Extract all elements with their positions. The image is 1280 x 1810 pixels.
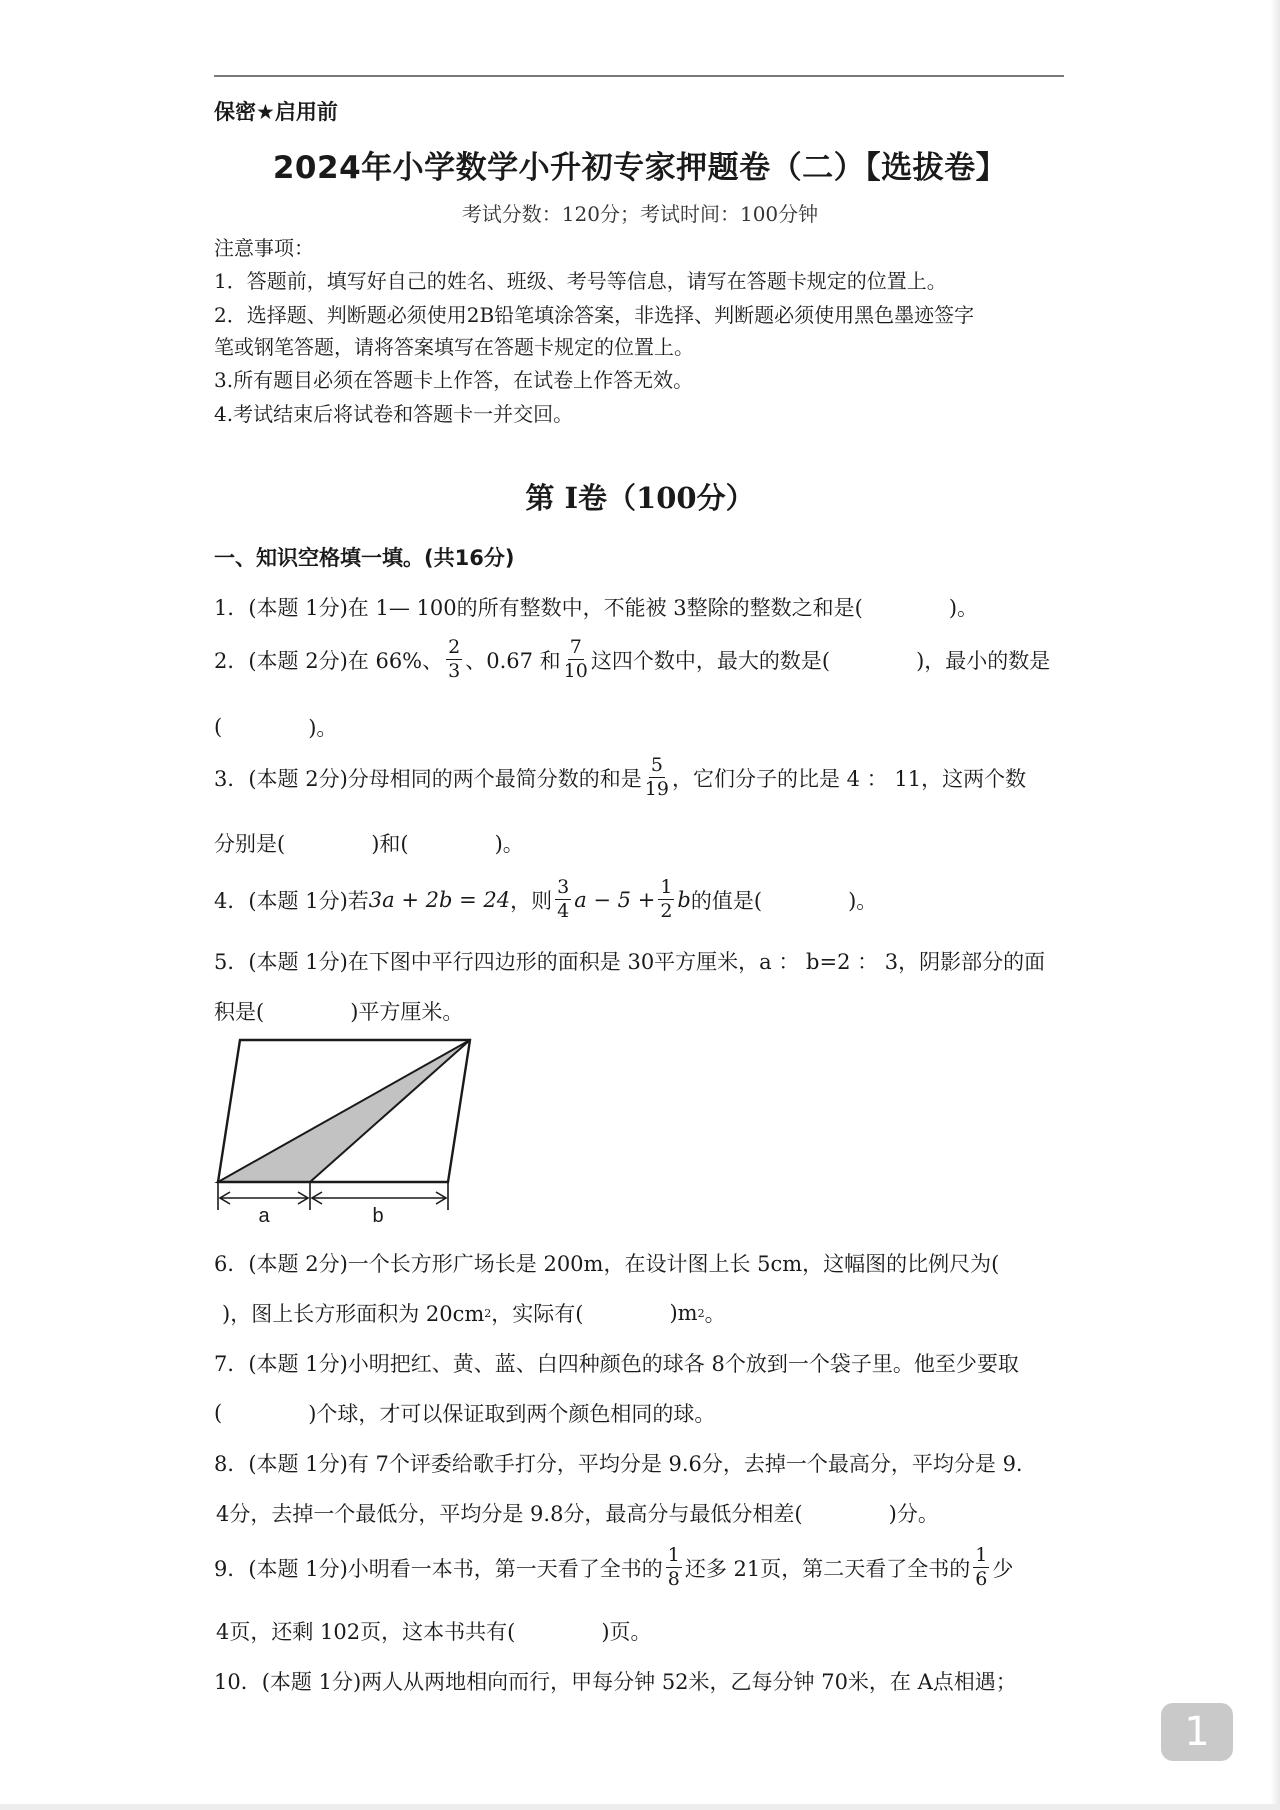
- question-text: 4分，去掉一个最低分，平均分是 9.8分，最高分与最低分相差(: [216, 1502, 803, 1526]
- question-text: ，实际有(: [491, 1302, 584, 1326]
- question-7: [214, 1348, 1019, 1378]
- question-text: )，最小的数是: [916, 648, 1051, 673]
- notice-title: 注意事项：: [214, 236, 314, 260]
- question-text: (: [214, 1401, 223, 1425]
- question-3: [214, 756, 1026, 799]
- fraction: [666, 1546, 682, 1589]
- fraction-denominator: 6: [975, 1568, 988, 1590]
- question-text: 2．(本题 2分)在 66%、: [214, 648, 444, 673]
- question-text: 8．(本题 1分)有 7个评委给歌手打分，平均分是 9.6分，去掉一个最高分，平均分是 9.: [214, 1452, 1023, 1476]
- question-text: )。: [308, 716, 338, 740]
- fraction-numerator: 1: [660, 876, 673, 898]
- question-6-line-2: [222, 1298, 726, 1328]
- label-b: b: [372, 1205, 384, 1227]
- parallelogram-figure: [210, 1032, 480, 1228]
- fraction-numerator: 7: [569, 636, 582, 658]
- question-5: [214, 946, 1045, 976]
- question-text: 4．(本题 1分)若: [214, 888, 369, 913]
- volume-title: 第 I卷（100分）: [525, 481, 755, 515]
- shaded-triangle: [218, 1040, 470, 1182]
- question-text: (: [214, 715, 223, 739]
- question-text: )和(: [371, 832, 409, 856]
- fraction: [564, 638, 588, 681]
- question-text: 、0.67 和: [465, 648, 561, 673]
- question-text: 少: [992, 1556, 1014, 1581]
- fraction-numerator: 5: [650, 754, 663, 776]
- fraction: [973, 1546, 989, 1589]
- question-text: )。: [948, 596, 979, 620]
- question-text: )页。: [601, 1620, 652, 1644]
- question-2: [214, 638, 1050, 681]
- question-8: [214, 1448, 1023, 1478]
- page-edge-bottom: [0, 1804, 1280, 1810]
- fraction-numerator: 3: [557, 876, 570, 898]
- question-text: 。: [704, 1302, 726, 1326]
- fraction-numerator: 1: [667, 1544, 680, 1566]
- expression: a − 5 +: [574, 887, 656, 912]
- fraction-denominator: 8: [667, 1568, 680, 1590]
- question-text: 9．(本题 1分)小明看一本书，第一天看了全书的: [214, 1556, 663, 1581]
- superscript: 2: [484, 1306, 492, 1320]
- question-8-line-2: [216, 1498, 939, 1528]
- question-text: 的值是(: [690, 888, 763, 913]
- question-text: ，则: [510, 888, 553, 913]
- question-text: 10．(本题 1分)两人从两地相向而行，甲每分钟 52米，乙每分钟 70米，在 A点相遇；: [214, 1670, 1017, 1694]
- fraction-numerator: 1: [975, 1544, 988, 1566]
- fraction-numerator: 2: [448, 636, 461, 658]
- question-9: [214, 1546, 1013, 1589]
- question-text: 6．(本题 2分)一个长方形广场长是 200m，在设计图上长 5cm，这幅图的比例尺为(: [214, 1252, 1000, 1276]
- exam-title: 2024年小学数学小升初专家押题卷（二）【选拔卷】: [272, 150, 1008, 186]
- question-1: [214, 592, 978, 622]
- question-text: ，它们分子的比是 4 ： 11，这两个数: [671, 766, 1027, 791]
- question-text: 1．(本题 1分)在 1— 100的所有整数中，不能被 3整除的整数之和是(: [214, 596, 863, 620]
- question-5-line-2: [214, 996, 463, 1026]
- top-rule: [214, 75, 1064, 77]
- page-edge-right: [1270, 0, 1280, 1810]
- fraction-denominator: 10: [563, 660, 588, 682]
- notice-item: 2．选择题、判断题必须使用2B铅笔填涂答案，非选择、判断题必须使用黑色墨迹签字: [214, 303, 975, 327]
- question-3-line-2: [214, 828, 524, 858]
- question-text: 4页，还剩 102页，这本书共有(: [216, 1620, 516, 1644]
- superscript: 2: [697, 1306, 705, 1320]
- notice-item: 3.所有题目必须在答题卡上作答，在试卷上作答无效。: [214, 368, 694, 392]
- question-text: )m: [669, 1301, 698, 1325]
- equation: 3a + 2b = 24: [368, 887, 511, 912]
- question-text: 这四个数中，最大的数是(: [590, 648, 831, 673]
- fraction: [555, 878, 571, 921]
- expression: b: [677, 887, 691, 912]
- fraction-denominator: 3: [448, 660, 461, 682]
- fraction-denominator: 4: [557, 900, 570, 922]
- question-text: 还多 21页，第二天看了全书的: [684, 1556, 971, 1581]
- fraction: [645, 756, 669, 799]
- notice-item: 1．答题前，填写好自己的姓名、班级、考号等信息，请写在答题卡规定的位置上。: [214, 269, 947, 293]
- question-text: 5．(本题 1分)在下图中平行四边形的面积是 30平方厘米，a ： b=2 ： 3，阴影部分的面: [214, 950, 1046, 974]
- notice-item: 4.考试结束后将试卷和答题卡一并交回。: [214, 402, 574, 426]
- question-text: )平方厘米。: [350, 1000, 464, 1024]
- question-text: 积是(: [214, 1000, 265, 1024]
- question-text: )分。: [888, 1502, 939, 1526]
- question-text: 7．(本题 1分)小明把红、黄、蓝、白四种颜色的球各 8个放到一个袋子里。他至少要取: [214, 1352, 1019, 1376]
- question-10: [214, 1666, 1017, 1696]
- question-text: )。: [848, 888, 878, 913]
- fraction-denominator: 2: [660, 900, 673, 922]
- question-7-line-2: [214, 1398, 715, 1428]
- question-9-line-2: [216, 1616, 652, 1646]
- fraction: [446, 638, 462, 681]
- question-6: [214, 1248, 999, 1278]
- question-text: 3．(本题 2分)分母相同的两个最简分数的和是: [214, 766, 642, 791]
- exam-info: 考试分数：120分；考试时间：100分钟: [461, 202, 819, 226]
- fraction: [658, 878, 674, 921]
- question-4: [214, 878, 877, 921]
- fraction-denominator: 19: [644, 778, 669, 800]
- question-text: )。: [494, 832, 524, 856]
- page-number-badge[interactable]: 1: [1161, 1703, 1233, 1761]
- secret-label: 保密★启用前: [214, 100, 338, 124]
- question-text: 分别是(: [214, 832, 286, 856]
- notice-item: 笔或钢笔答题，请将答案填写在答题卡规定的位置上。: [214, 335, 694, 359]
- question-text: )个球，才可以保证取到两个颜色相同的球。: [308, 1402, 716, 1426]
- label-a: a: [258, 1205, 270, 1227]
- question-2-line-2: [214, 712, 337, 742]
- section-title: 一、知识空格填一填。(共16分): [214, 546, 515, 570]
- question-text: )，图上长方形面积为 20cm: [222, 1302, 485, 1326]
